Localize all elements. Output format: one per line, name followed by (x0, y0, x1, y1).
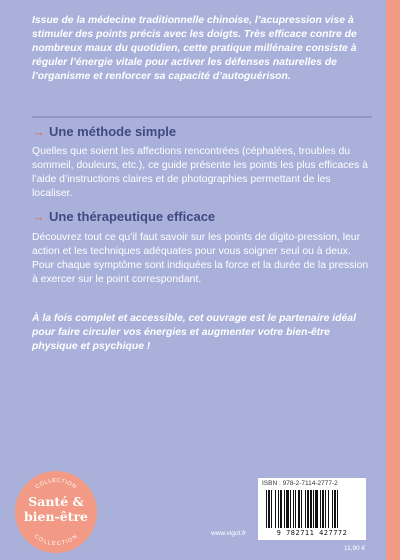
barcode-bar (268, 490, 270, 528)
collection-name (14, 494, 98, 524)
barcode-bar (334, 490, 336, 528)
barcode-bar (266, 490, 267, 528)
barcode-bar (298, 490, 300, 528)
barcode-bar (278, 490, 279, 528)
barcode-bar (305, 490, 306, 528)
barcode-bar (337, 490, 338, 528)
barcode-number: 9 782711 427772 (276, 529, 348, 537)
section-body-simple-method: Quelles que soient les affections rencontrées (céphalées, troubles du sommeil, douleurs, etc.), ce guide présente les points les plus efficaces à l’aide d’instructions claires et de photographies permettant de les localiser. (32, 146, 368, 199)
intro-paragraph: Issue de la médecine traditionnelle chinoise, l’acupression vise à stimuler des points précis avec les doigts. Très efficace contre de nombreux maux du quotidien, cette pratique millénaire consiste à réguler l’énergie vitale pour activer les défenses naturelles de l’organisme et renforcer sa capacité d’autoguérison. (32, 15, 357, 82)
divider (32, 116, 372, 118)
barcode-bar (322, 490, 324, 528)
badge-arc-top: COLLECTION (34, 477, 78, 491)
barcode-bar (293, 490, 294, 528)
collection-name-line1: Santé & (28, 494, 84, 509)
badge-arc-bottom: COLLECTION (32, 533, 80, 548)
arrow-right-icon: → (32, 124, 45, 139)
closing-paragraph: À la fois complet et accessible, cet ouvrage est le partenaire idéal pour faire circuler vos énergies et augmenter votre bien-être physique et psychique ! (32, 313, 356, 352)
barcode-bar (290, 490, 291, 528)
section-body-efficient-therapy: Découvrez tout ce qu’il faut savoir sur les points de digito-pression, leur action et les techniques adéquates pour vous soigner seul ou à deux. Pour chaque symptôme sont indiquées la force et la durée de la pression à exercer sur le point correspondant. (32, 232, 369, 285)
barcode-bar (275, 490, 276, 528)
barcode-bar (307, 490, 309, 528)
barcode-icon (264, 490, 360, 528)
accent-stripe (386, 0, 400, 560)
barcode-bar (315, 490, 318, 528)
section-title: Une méthode simple (49, 124, 177, 139)
barcode-bar (301, 490, 302, 528)
barcode-bar (286, 490, 289, 528)
barcode-bar (310, 490, 312, 528)
barcode-bar (284, 490, 285, 528)
barcode-bar (325, 490, 326, 528)
collection-name-line2: bien-être (24, 509, 88, 524)
arrow-right-icon: → (32, 209, 45, 224)
section-heading-simple-method (32, 124, 176, 139)
barcode-bar (280, 490, 282, 528)
barcode-bar (328, 490, 329, 528)
barcode-bar (313, 490, 314, 528)
price-label: 11,90 € (344, 545, 366, 552)
barcode-bar (320, 490, 321, 528)
barcode-bar (295, 490, 296, 528)
section-heading-efficient-therapy (32, 209, 215, 224)
isbn-label: ISBN : 978-2-7114-2777-2 (262, 480, 338, 487)
barcode-bar (332, 490, 333, 528)
section-title: Une thérapeutique efficace (49, 209, 216, 224)
barcode-bar (271, 490, 272, 528)
publisher-website: www.vigot.fr (211, 530, 247, 537)
